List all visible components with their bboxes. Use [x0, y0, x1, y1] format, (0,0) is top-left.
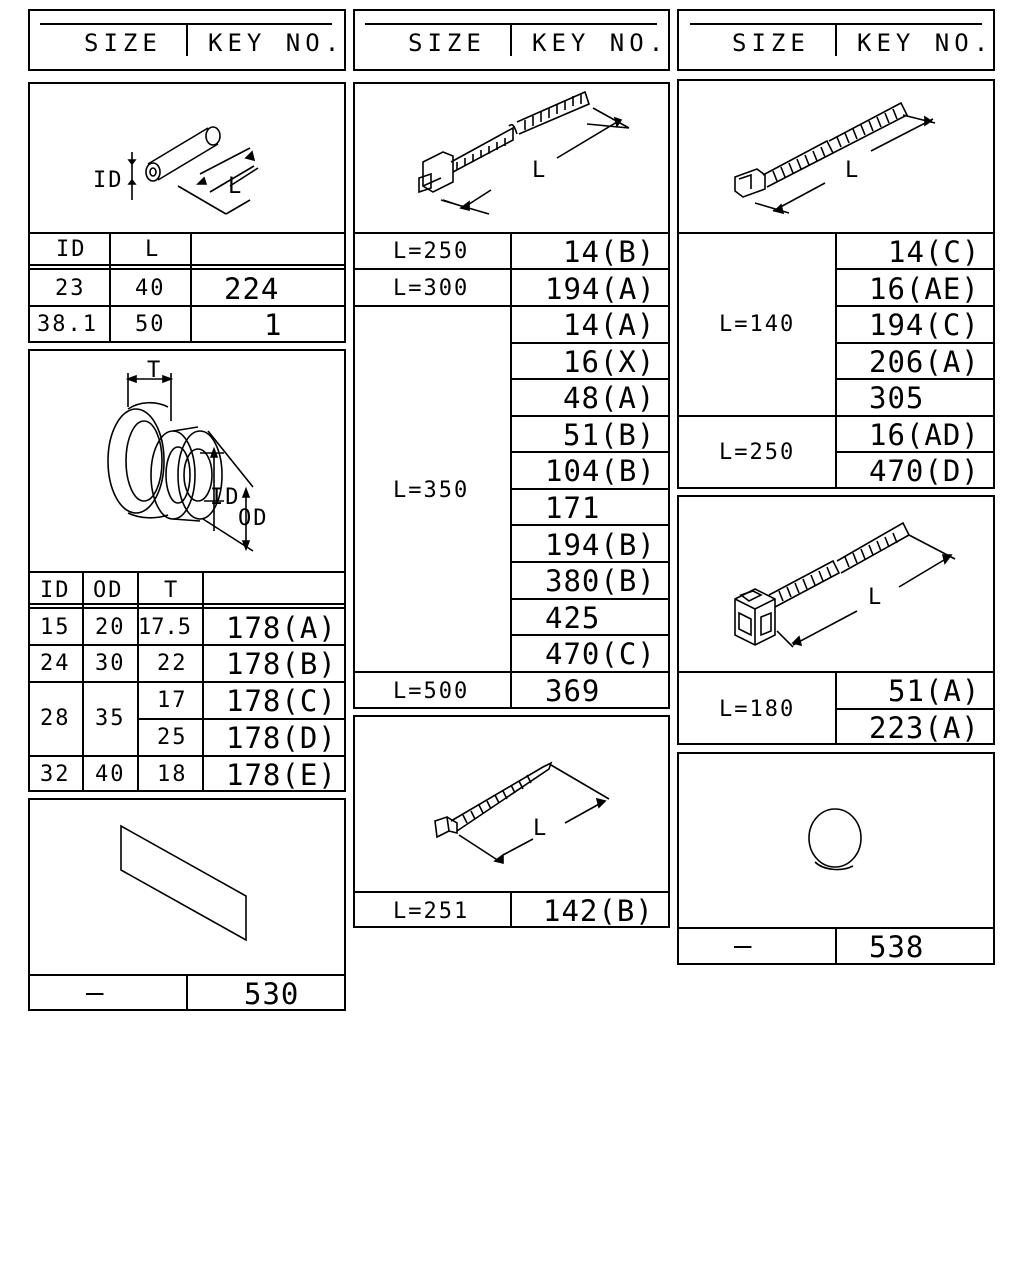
tie-size-500: L=500 [393, 679, 470, 704]
grommet-head-id: ID [40, 578, 71, 603]
grommet-row-t: 17 [157, 688, 188, 713]
tie3-key: 206(A) [869, 345, 980, 379]
pipe-label-id: ID [93, 168, 124, 193]
grommet-row-od: 30 [95, 651, 126, 676]
grommet-row-key: 178(A) [226, 611, 337, 645]
grommet-row-key: 178(B) [226, 647, 337, 681]
grommet-row-od: 35 [95, 706, 126, 731]
cap-key: 538 [869, 930, 925, 964]
tie-key: 51(B) [563, 418, 656, 452]
grommet-drawing [28, 349, 346, 571]
tie-key: 470(C) [545, 637, 656, 671]
header-size-2: SIZE [408, 29, 486, 57]
header-key-2: KEY NO. [532, 29, 669, 57]
cap-size: — [734, 928, 753, 962]
tie3-size-140: L=140 [719, 312, 796, 337]
tie-size: L=300 [393, 276, 470, 301]
grommet-row-key: 178(E) [226, 758, 337, 792]
tie-clip-label-l: L [868, 585, 884, 610]
grommet-label-t: T [147, 358, 163, 383]
tie3-label-l: L [845, 158, 861, 183]
cable-tie-3-drawing [677, 79, 995, 232]
header-size-3: SIZE [732, 29, 810, 57]
tie3-key: 14(C) [888, 235, 981, 269]
pipe-head-id: ID [56, 237, 87, 262]
pipe-row-id: 38.1 [37, 312, 98, 337]
tie-clip-key: 223(A) [869, 711, 980, 745]
tie-small-key: 142(B) [543, 894, 654, 928]
grommet-head-od: OD [93, 578, 124, 603]
tie-key: 194(A) [545, 272, 656, 306]
cable-tie-drawing [353, 82, 670, 232]
tie3-size-250: L=250 [719, 440, 796, 465]
header-key-3: KEY NO. [857, 29, 994, 57]
grommet-row-od: 20 [95, 615, 126, 640]
tie-key: 48(A) [563, 381, 656, 415]
tie3-key: 194(C) [869, 308, 980, 342]
header-key-1: KEY NO. [208, 29, 345, 57]
pipe-label-l: L [228, 174, 244, 199]
grommet-row-key: 178(D) [226, 721, 337, 755]
grommet-row-od: 40 [95, 762, 126, 787]
grommet-row-t: 18 [157, 762, 188, 787]
tie-key: 14(B) [563, 235, 656, 269]
tie-small-label-l: L [533, 816, 549, 841]
grommet-row-id: 24 [40, 651, 71, 676]
pipe-row-l: 50 [135, 312, 166, 337]
tie3-key: 305 [869, 381, 925, 415]
tie-small-size: L=251 [393, 899, 470, 924]
tie-key: 380(B) [545, 564, 656, 598]
pipe-drawing [28, 82, 346, 232]
pipe-row-key: 1 [264, 308, 283, 342]
grommet-row-id: 15 [40, 615, 71, 640]
small-tie-drawing [353, 715, 670, 891]
grommet-row-t: 25 [157, 725, 188, 750]
sheet-key: 530 [244, 977, 300, 1011]
grommet-row-id: 28 [40, 706, 71, 731]
pipe-row-id: 23 [55, 276, 86, 301]
pipe-head-l: L [145, 237, 161, 262]
grommet-label-od: OD [238, 506, 269, 531]
header-size-1: SIZE [84, 29, 162, 57]
tie-key: 369 [545, 674, 601, 708]
tie3-key: 16(AE) [869, 272, 980, 306]
sheet-drawing [28, 798, 346, 974]
tie3-key: 470(D) [869, 454, 980, 488]
tie-clip-drawing [677, 495, 995, 671]
tie-size: L=250 [393, 239, 470, 264]
tie-key: 14(A) [563, 308, 656, 342]
pipe-row-key: 224 [224, 272, 280, 306]
grommet-row-id: 32 [40, 762, 71, 787]
tie-key: 194(B) [545, 528, 656, 562]
tie-clip-size: L=180 [719, 697, 796, 722]
grommet-label-id: ID [210, 485, 241, 510]
grommet-row-t: 22 [157, 651, 188, 676]
sheet-size: — [86, 975, 105, 1009]
tie-key: 425 [545, 601, 601, 635]
grommet-row-key: 178(C) [226, 684, 337, 718]
grommet-head-t: T [164, 578, 180, 603]
tie-key: 104(B) [545, 454, 656, 488]
tie-label-l: L [532, 158, 548, 183]
tie3-key: 16(AD) [869, 418, 980, 452]
pipe-row-l: 40 [135, 276, 166, 301]
tie-key: 171 [545, 491, 601, 525]
tie-clip-key: 51(A) [888, 674, 981, 708]
tie-size-350: L=350 [393, 478, 470, 503]
cap-drawing [677, 752, 995, 928]
grommet-row-t: 17.5 [138, 615, 191, 640]
tie-key: 16(X) [563, 345, 656, 379]
